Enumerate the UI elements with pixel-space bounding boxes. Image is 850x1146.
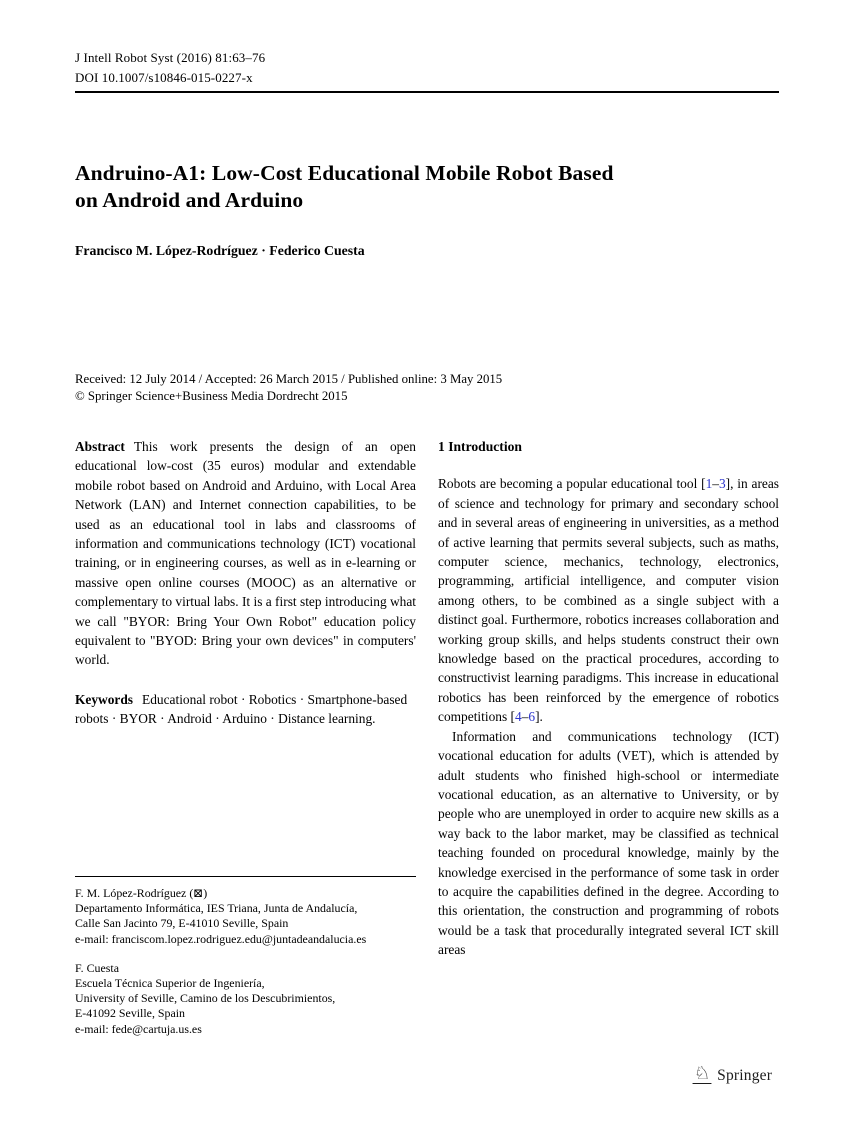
affiliation-group-author2 — [75, 961, 416, 1037]
author1-name-line — [75, 886, 416, 901]
email-line: e-mail: franciscom.lopez.rodriguez.edu@juntadeandalucia.es — [75, 931, 367, 946]
author1-name: F. M. López-Rodríguez — [75, 886, 187, 900]
author2-name: F. Cuesta — [75, 960, 119, 975]
affiliation-line: University of Seville, Camino de los Descubrimientos, — [75, 991, 336, 1006]
springer-knight-icon: ♘ — [693, 1063, 711, 1083]
affiliation-line: Calle San Jacinto 79, E-41010 Seville, Spain — [75, 916, 289, 931]
citation-link[interactable]: 3 — [718, 476, 726, 492]
copyright-line: © Springer Science+Business Media Dordrecht 2015 — [75, 388, 348, 403]
keywords-label: Keywords — [75, 691, 134, 707]
text-segment: Robots are becoming a popular educational tool [ — [438, 476, 706, 492]
abstract-paragraph — [75, 437, 416, 670]
text-segment: – — [712, 476, 719, 492]
dates-block — [75, 371, 502, 404]
abstract-label: Abstract — [75, 439, 125, 454]
citation-link[interactable]: 1 — [705, 476, 713, 492]
paper-title — [75, 160, 614, 214]
authors-line: Francisco M. López-Rodríguez · Federico Cuesta — [75, 243, 365, 258]
affiliation-line: Departamento Informática, IES Triana, Junta de Andalucía, — [75, 901, 358, 916]
intro-paragraph-1 — [438, 474, 779, 726]
email-line: e-mail: fede@cartuja.us.es — [75, 1021, 202, 1036]
text-segment: – — [521, 709, 529, 725]
footnote-rule — [75, 876, 416, 877]
received-line: Received: 12 July 2014 / Accepted: 26 March 2015 / Published online: 3 May 2015 — [75, 372, 503, 386]
journal-citation-line: J Intell Robot Syst (2016) 81:63–76 — [75, 50, 266, 65]
citation-link[interactable]: 6 — [528, 709, 536, 725]
left-column — [75, 437, 416, 729]
doi-line: DOI 10.1007/s10846-015-0227-x — [75, 70, 253, 85]
keywords-text: Educational robot · Robotics · Smartphone-based robots · BYOR · Android · Arduino · Distance learning. — [75, 691, 408, 727]
section-heading-introduction: 1 Introduction — [438, 439, 522, 454]
paper-title-line2: on Android and Arduino — [75, 188, 304, 212]
springer-logo — [693, 1064, 772, 1084]
text-segment: ], in areas of science and technology for primary and secondary school and in several areas of engineering in universities, as a method of active learning that permits several subjects, such as maths, computer science, mechanics, technology, electronics, programming, artificial intelligence, and computer vision among others, to be combined as a single subject with a distinct goal. Furthermore, robotics increases collaboration and working group skills, and helps students construct their own knowledge based on the practical procedures, according to constructivist learning paradigms. This increase in educational robotics has been reinforced by the emergence of robotics competitions [ — [438, 476, 779, 725]
affiliation-group-author1 — [75, 886, 416, 947]
right-column — [438, 437, 779, 960]
text-segment: ]. — [535, 709, 543, 725]
paper-title-line1: Andruino-A1: Low-Cost Educational Mobile Robot Based — [75, 161, 614, 185]
citation-link[interactable]: 4 — [514, 709, 522, 725]
intro-paragraph-2: Information and communications technology (ICT) vocational education for adults (VET), which is attended by adult students who finished high-school or intermediate vocational education, as an alternative to University, or by people who are unemployed in order to acquire new skills as a way back to the labor market, may be classified as technical teaching founded on procedural knowledge, mainly by the knowledge exercised in the performance of some task in order to acquire the capabilities defined in the degree. According to this orientation, the construction and programming of robots would be a task that procedurally integrated several ICT skill areas — [438, 728, 779, 958]
abstract-text: This work presents the design of an open educational low-cost (35 euros) modular and extendable mobile robot based on Android and Arduino, with Local Area Network (LAN) and Internet connection capabilities, to be used as an educational tool in labs and classrooms of information and communications technology (ICT) vocational training, or in engineering courses, as well as in e-learning or massive open online courses (MOOC) as an alternative or complementary to virtual labs. It is a first step introducing what we call "BYOR: Bring Your Own Robot" education policy equivalent to "BYOD: Bring your own devices" in computers' world. — [75, 439, 417, 668]
journal-header — [75, 48, 265, 88]
keywords-paragraph — [75, 690, 416, 729]
springer-wordmark: Springer — [717, 1066, 773, 1084]
affiliation-line: Escuela Técnica Superior de Ingeniería, — [75, 976, 265, 991]
affiliations-footnote — [75, 876, 416, 1037]
corresponding-author-envelope-icon: (⊠) — [189, 886, 208, 900]
header-rule — [75, 91, 779, 93]
affiliation-line: E-41092 Seville, Spain — [75, 1006, 185, 1021]
